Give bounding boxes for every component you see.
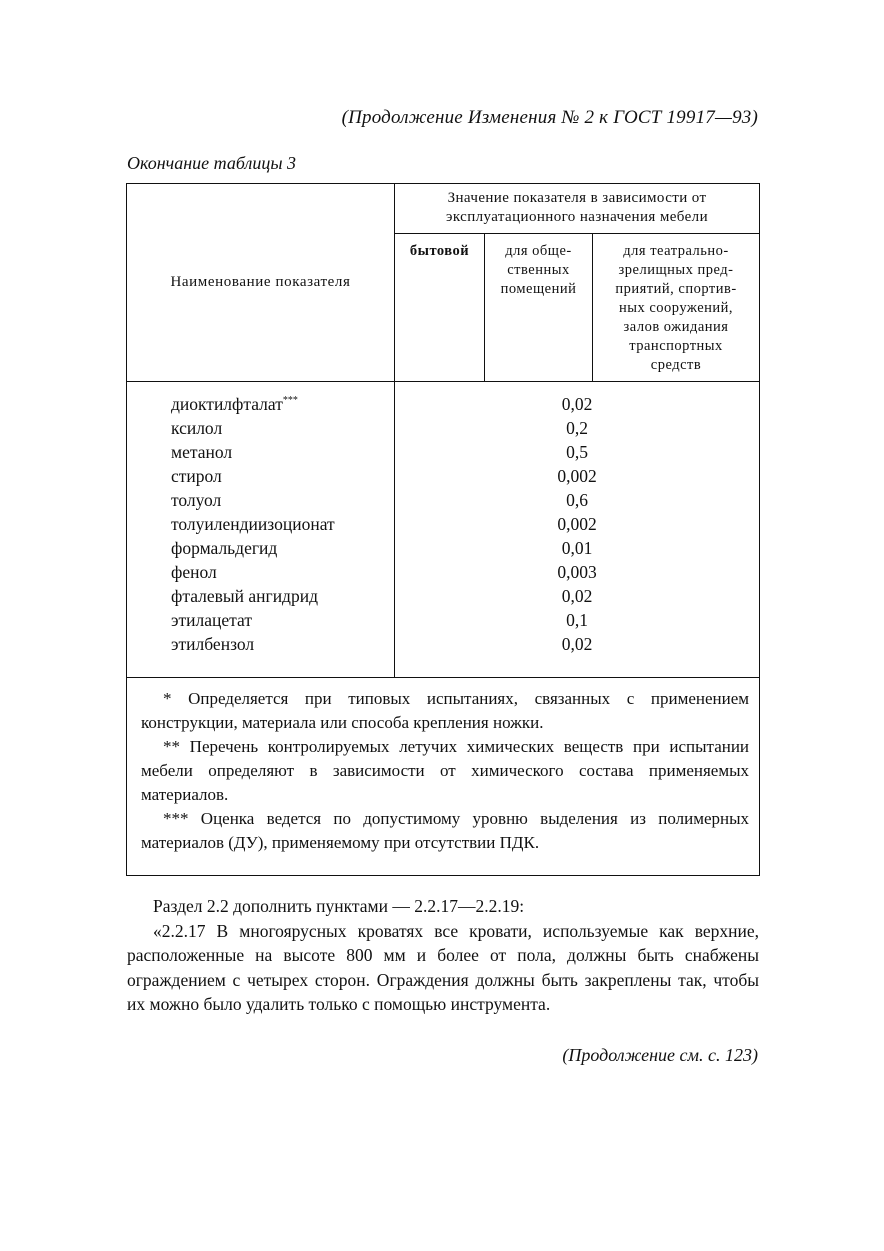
substance-name: диоктилфталат*** bbox=[171, 394, 298, 414]
substance-value: 0,02 bbox=[561, 586, 593, 606]
substance-value: 0,1 bbox=[566, 610, 588, 630]
column-header-theatre-sport-transport: для театрально- зрелищных пред- приятий, спортив- ных сооружений, залов ожидания транспортных средств bbox=[593, 234, 760, 382]
column-header-name: Наименование показателя bbox=[127, 184, 395, 382]
substance-value: 0,6 bbox=[566, 490, 588, 510]
body-text bbox=[127, 894, 759, 1017]
substance-name: фталевый ангидрид bbox=[171, 586, 318, 606]
substance-name: формальдегид bbox=[171, 538, 278, 558]
substance-value: 0,02 bbox=[561, 394, 593, 414]
substance-value: 0,003 bbox=[557, 562, 597, 582]
substance-names-cell bbox=[127, 382, 395, 678]
substance-name: этилацетат bbox=[171, 610, 252, 630]
substance-values-cell bbox=[395, 382, 760, 678]
substance-name: толуилендиизоционат bbox=[171, 514, 335, 534]
substance-name: ксилол bbox=[171, 418, 223, 438]
section-amendment-paragraph: Раздел 2.2 дополнить пунктами — 2.2.17—2.2.19: bbox=[153, 896, 525, 916]
indicators-table bbox=[126, 183, 760, 876]
footnote-1: * Определяется при типовых испытаниях, связанных с применением конструкции, материала или способа крепления ножки. bbox=[141, 689, 750, 732]
column-header-value-group: Значение показателя в зависимости от эксплуатационного назначения мебели bbox=[395, 184, 760, 234]
substance-name: фенол bbox=[171, 562, 217, 582]
substance-value: 0,5 bbox=[566, 442, 588, 462]
table-caption: Окончание таблицы 3 bbox=[127, 153, 297, 173]
footnote-2: ** Перечень контролируемых летучих химических веществ при испытании мебели определяют в зависимости от химического состава применяемых материалов. bbox=[141, 737, 750, 804]
substance-name: этилбензол bbox=[171, 634, 255, 654]
footnote-3: *** Оценка ведется по допустимому уровню выделения из полимерных материалов (ДУ), применяемому при отсутствии ПДК. bbox=[141, 809, 750, 852]
substance-value: 0,2 bbox=[566, 418, 588, 438]
substance-name: толуол bbox=[171, 490, 222, 510]
indicators-table-container bbox=[126, 183, 759, 876]
substance-value: 0,02 bbox=[561, 634, 593, 654]
footnote-mark: *** bbox=[282, 395, 298, 407]
substance-value: 0,01 bbox=[561, 538, 593, 558]
substance-name: метанол bbox=[171, 442, 233, 462]
substance-value: 0,002 bbox=[557, 514, 597, 534]
table-notes-cell bbox=[127, 678, 760, 876]
column-header-household: бытовой bbox=[395, 234, 485, 382]
column-header-public-premises: для обще- ственных помещений bbox=[485, 234, 593, 382]
substance-name: стирол bbox=[171, 466, 222, 486]
substance-value: 0,002 bbox=[557, 466, 597, 486]
header-continuation-note: (Продолжение Изменения № 2 к ГОСТ 19917—93) bbox=[341, 107, 758, 128]
clause-2-2-17-paragraph: «2.2.17 В многоярусных кроватях все кровати, используемые как верхние, расположенные на высоте 800 мм и более от пола, должны быть снабжены ограждением с четырех сторон. Ограждения должны быть закреплены так, чтобы их можно было удалить только с помощью инструмента. bbox=[127, 920, 759, 1014]
footer-continuation-note: (Продолжение см. с. 123) bbox=[562, 1045, 758, 1065]
